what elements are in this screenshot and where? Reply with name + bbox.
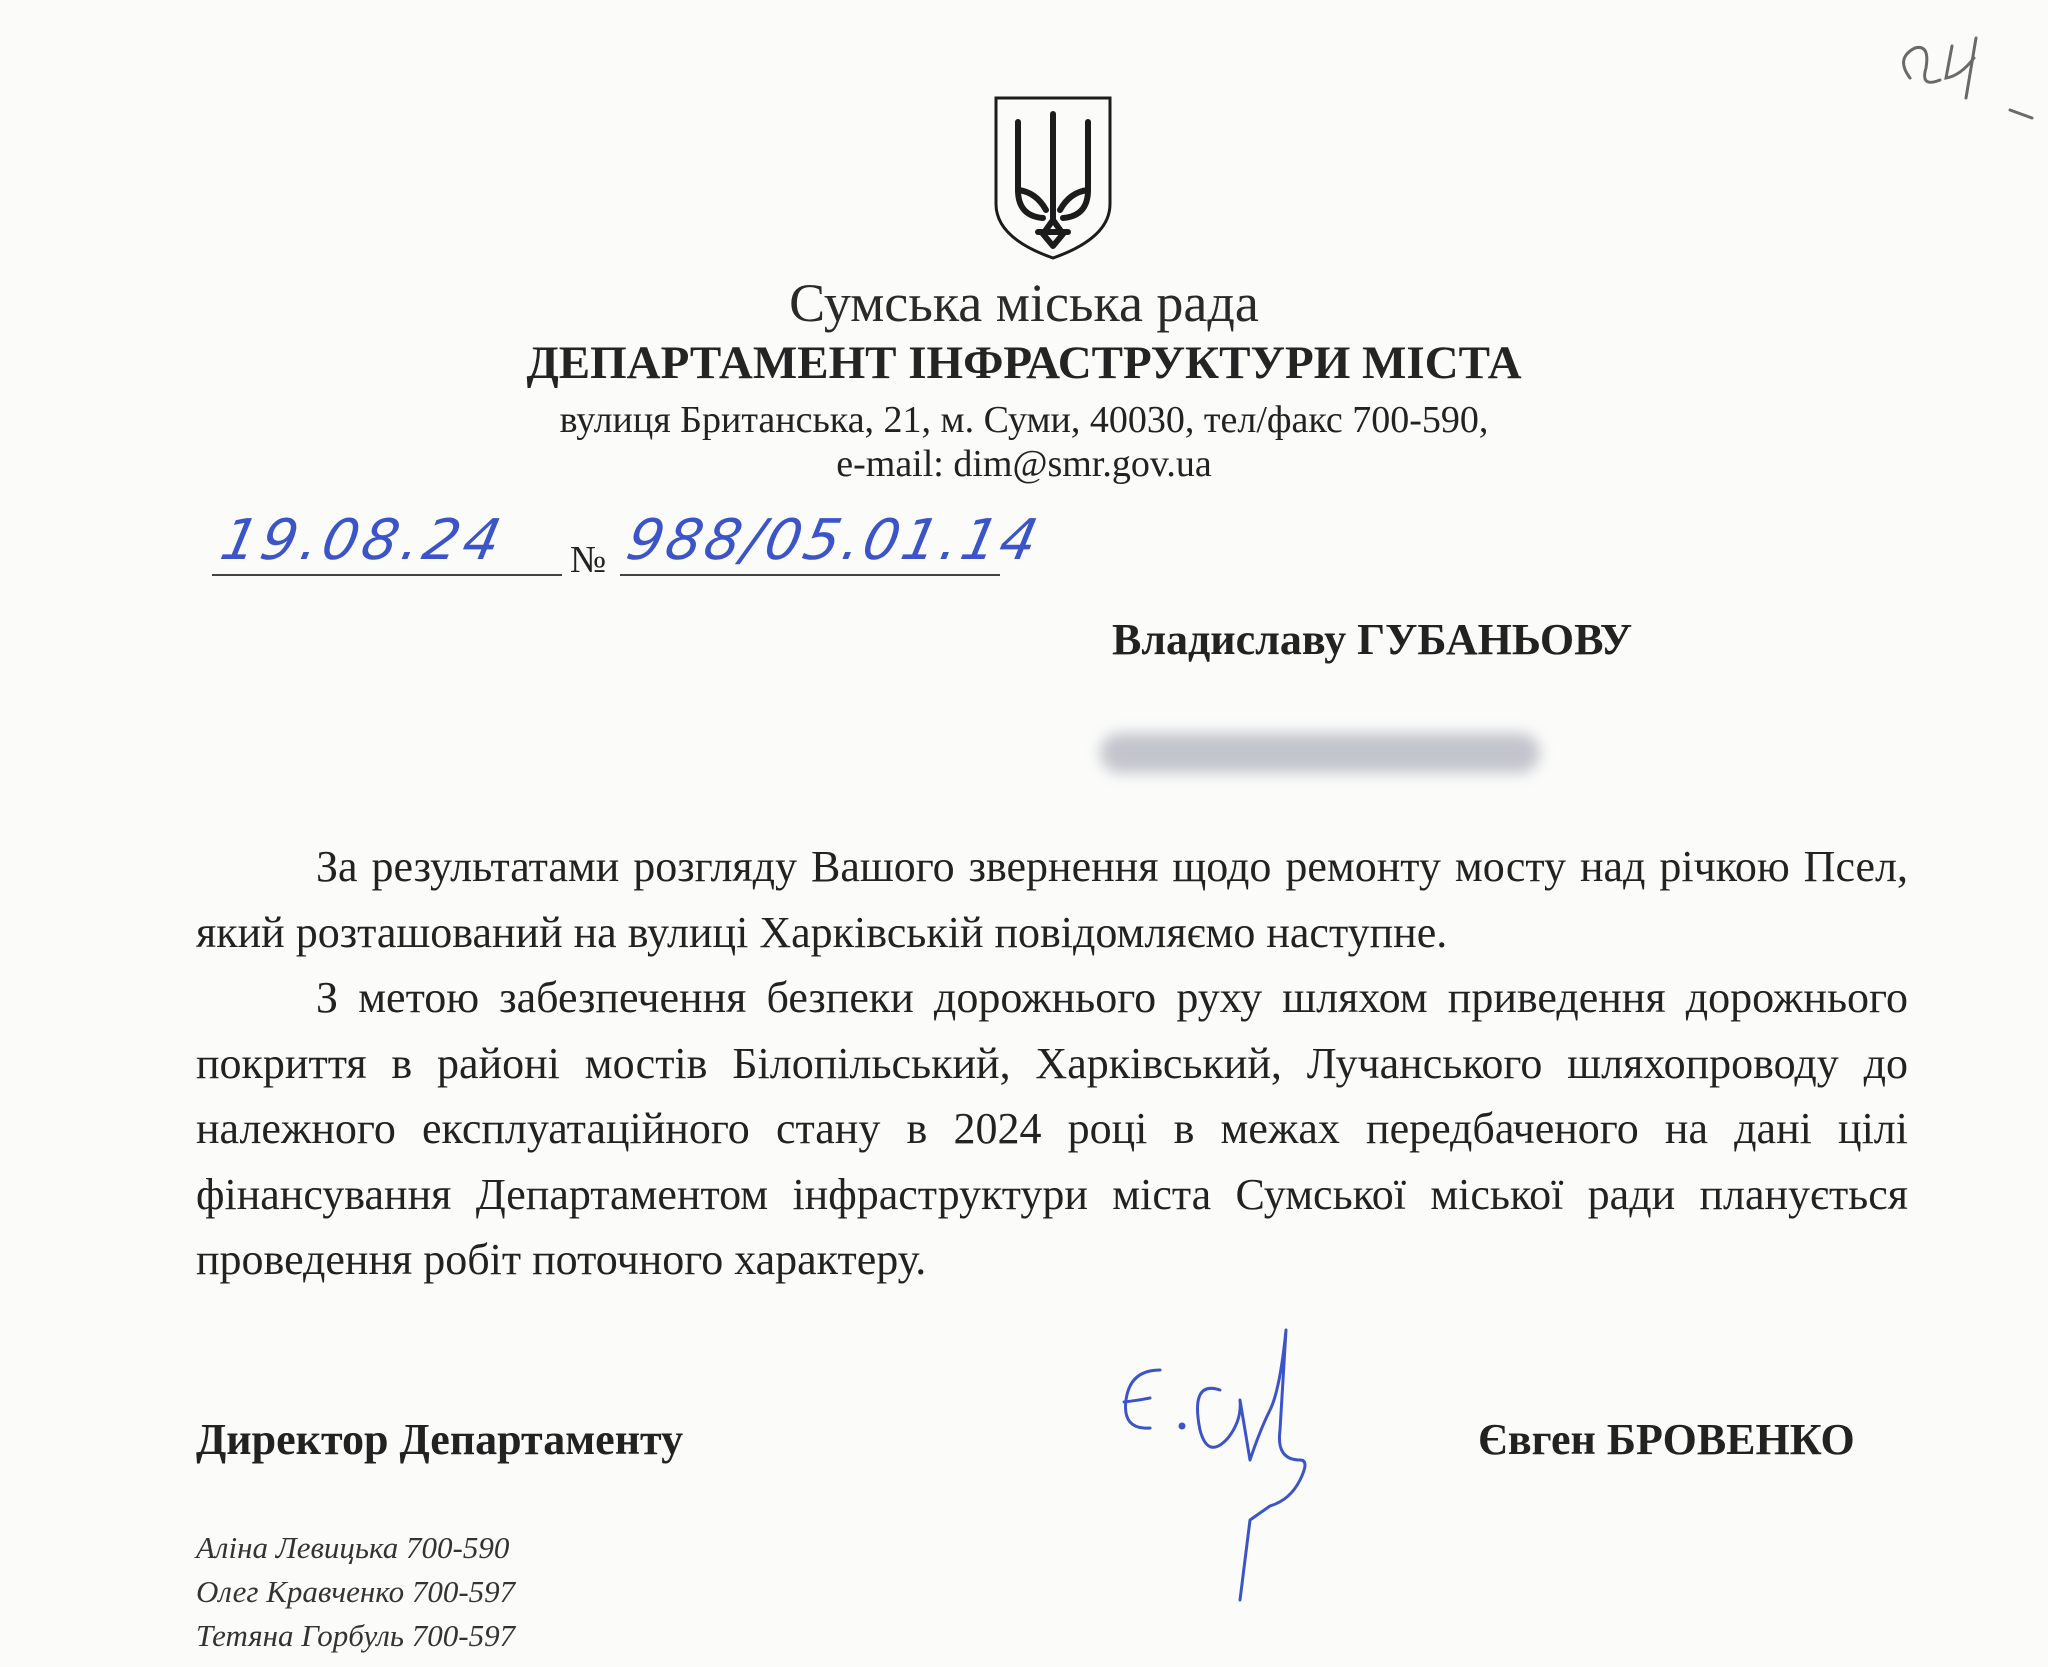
body-paragraph-2: З метою забезпечення безпеки дорожнього руху шляхом приведення дорожнього покриття в районі мостів Білопільський, Харківський, Лучанського шляхопроводу до належного експлуатаційного стану в 2024 році в межах передбаченого на дані цілі фінансування Департаментом інфраструктури міста Сумської міської ради планується проведення робіт поточного характеру.: [196, 973, 1908, 1284]
council-name: Сумська міська рада: [789, 273, 1259, 333]
recipient-name: Владиславу ГУБАНЬОВУ: [1112, 615, 1633, 664]
corner-annotation-icon: [1890, 18, 2040, 128]
number-label: №: [570, 539, 607, 581]
contact-line: Аліна Левицька 700-590: [196, 1530, 510, 1565]
handwritten-reg-number: 988/05.01.14: [621, 508, 1047, 573]
contact-line: Тетяна Горбуль 700-597: [196, 1618, 516, 1653]
number-underline: [620, 574, 1000, 576]
contact-line: Олег Кравченко 700-597: [196, 1574, 516, 1609]
redacted-address: [1100, 733, 1540, 773]
address-line: вулиця Британська, 21, м. Суми, 40030, тел/факс 700-590,: [559, 399, 1489, 441]
department-name: ДЕПАРТАМЕНТ ІНФРАСТРУКТУРИ МІСТА: [526, 337, 1522, 389]
signer-title: Директор Департаменту: [196, 1415, 684, 1464]
body-paragraph-1: За результатами розгляду Вашого звернення щодо ремонту мосту над річкою Псел, який розташований на вулиці Харківській повідомляємо наступне.: [196, 842, 1908, 957]
coat-of-arms-icon: [988, 92, 1118, 262]
date-underline: [212, 574, 562, 576]
signature-icon: [1100, 1310, 1360, 1610]
email-line: e-mail: dim@smr.gov.ua: [836, 443, 1212, 485]
handwritten-date: 19.08.24: [215, 508, 511, 573]
signer-name: Євген БРОВЕНКО: [1478, 1415, 1855, 1464]
